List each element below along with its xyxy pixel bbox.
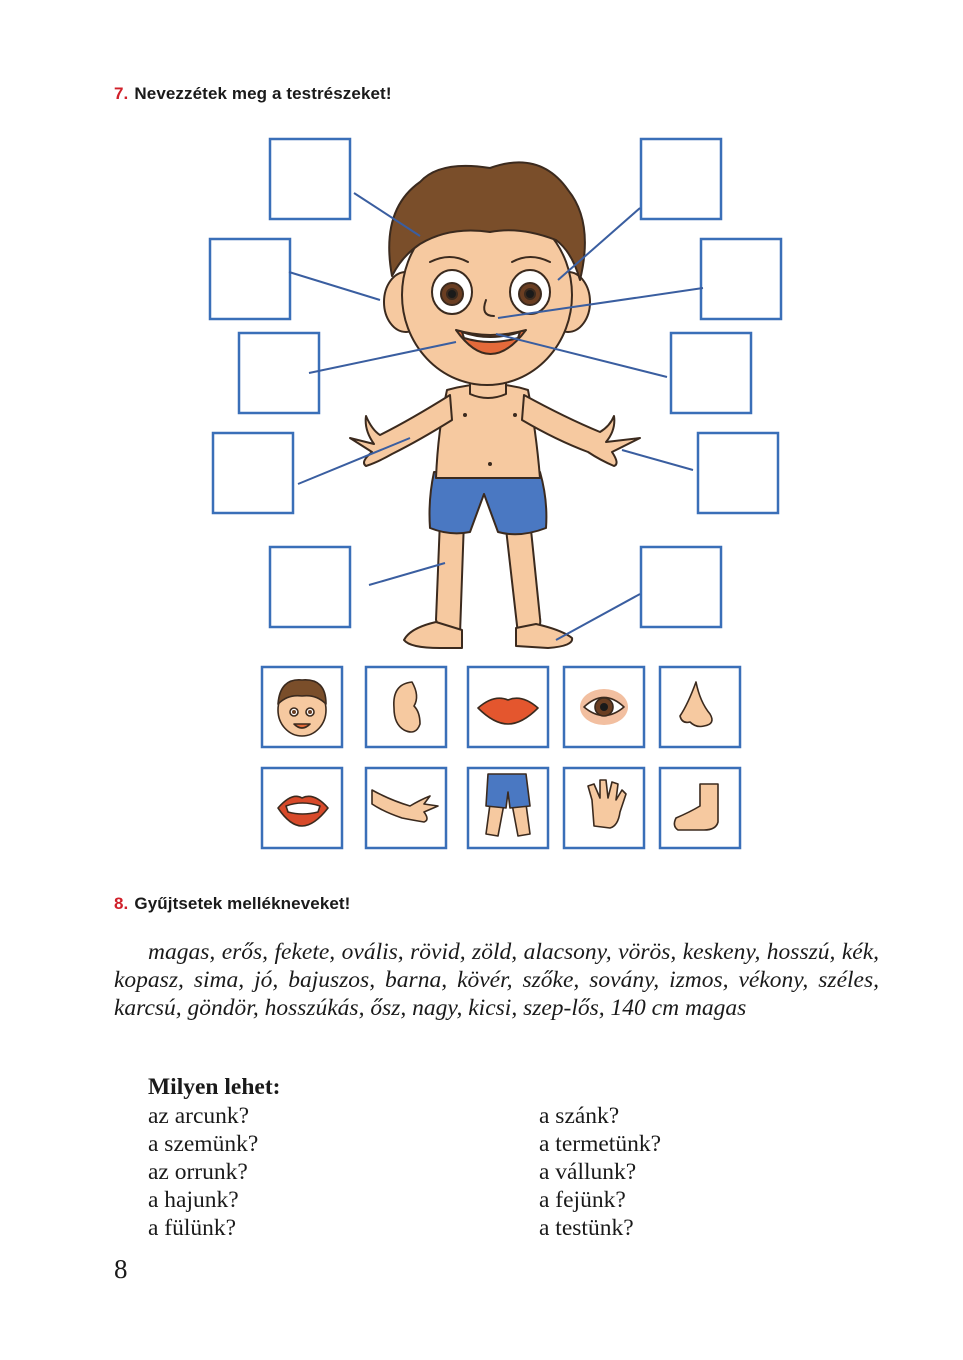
question-item: a termetünk? <box>539 1131 662 1157</box>
boy-figure <box>350 162 640 648</box>
question-item: a szemünk? <box>148 1131 259 1157</box>
question-item: a vállunk? <box>539 1159 637 1185</box>
task-number: 7. <box>114 84 129 103</box>
eye-icon <box>580 689 628 725</box>
label-box-ear[interactable] <box>210 239 290 319</box>
label-box-arm[interactable] <box>213 433 293 513</box>
label-box-leg[interactable] <box>270 547 350 627</box>
questions-right-column <box>539 1102 661 1242</box>
label-box-teeth[interactable] <box>671 333 751 413</box>
questions-title: Milyen lehet: <box>148 1074 281 1100</box>
adjective-text: magas, erős, fekete, ovális, rövid, zöld, alacsony, vörös, keskeny, hosszú, kék, kopasz, sima, jó, bajuszos, barna, kövér, szőke, sovány, izmos, vékony, széles, karcsú, göndör, hosszúkás, ősz, nagy, kicsi, szep-lős, 140 cm magas <box>114 939 879 1021</box>
label-box-foot[interactable] <box>641 547 721 627</box>
label-box-hair[interactable] <box>270 139 350 219</box>
task-number: 8. <box>114 894 129 913</box>
question-item: a testünk? <box>539 1215 634 1241</box>
task-8-heading <box>114 894 350 914</box>
task-title: Gyűjtsetek mellékneveket! <box>134 894 351 913</box>
label-box-nose[interactable] <box>701 239 781 319</box>
question-item: a fülünk? <box>148 1215 237 1241</box>
question-item: az orrunk? <box>148 1159 248 1185</box>
label-box-hand[interactable] <box>698 433 778 513</box>
questions-left-column <box>148 1102 258 1242</box>
page-number: 8 <box>114 1254 128 1284</box>
head-icon <box>278 680 326 736</box>
question-item: a fejünk? <box>539 1187 626 1213</box>
question-item: a szánk? <box>539 1103 620 1129</box>
adjective-list <box>114 938 879 1022</box>
question-item: az arcunk? <box>148 1103 250 1129</box>
label-box-mouth[interactable] <box>239 333 319 413</box>
question-item: a hajunk? <box>148 1187 239 1213</box>
task-title: Nevezzétek meg a testrészeket! <box>134 84 392 103</box>
label-box-eye[interactable] <box>641 139 721 219</box>
